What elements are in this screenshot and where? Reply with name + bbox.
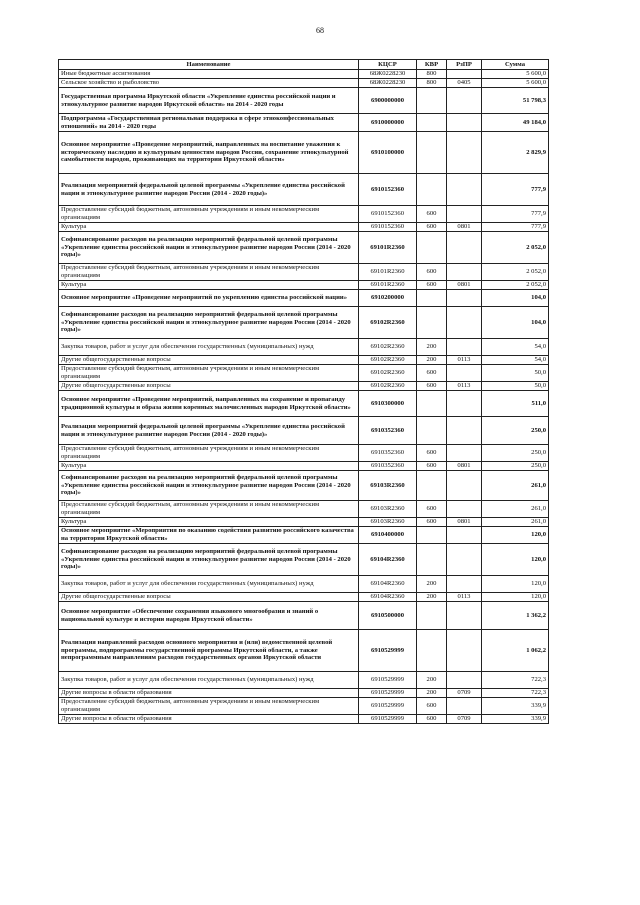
table-row	[59, 339, 549, 356]
cell-kvr	[417, 88, 447, 114]
table-row	[59, 382, 549, 391]
cell-kvr: 200	[417, 689, 447, 698]
cell-kvr	[417, 290, 447, 307]
cell-name: Культура	[59, 223, 359, 232]
cell-rzpr	[447, 206, 482, 223]
cell-kvr	[417, 544, 447, 576]
cell-sum: 50,0	[482, 365, 549, 382]
cell-rzpr	[447, 672, 482, 689]
cell-name: Предоставление субсидий бюджетным, автономным учреждениям и иным некоммерческим организациям	[59, 206, 359, 223]
cell-kcsr: 68Ж0228230	[359, 70, 417, 79]
cell-kvr: 200	[417, 672, 447, 689]
cell-sum: 1 362,2	[482, 602, 549, 630]
cell-name: Культура	[59, 462, 359, 471]
cell-kvr	[417, 174, 447, 206]
cell-name: Культура	[59, 518, 359, 527]
table-row	[59, 264, 549, 281]
cell-rzpr	[447, 114, 482, 132]
cell-kvr: 600	[417, 462, 447, 471]
cell-kcsr: 6910529999	[359, 698, 417, 715]
table-row	[59, 281, 549, 290]
cell-sum: 511,0	[482, 391, 549, 417]
cell-name: Основное мероприятие «Проведение мероприятий по укреплению единства российской нации»	[59, 290, 359, 307]
cell-name: Реализация направлений расходов основного мероприятия и (или) ведомственной целевой программы, подпрограммы государственной программы Иркутской области, а также непрограммным направлениям расходов государственных органов Иркутской области	[59, 630, 359, 672]
cell-kvr: 200	[417, 339, 447, 356]
cell-kvr	[417, 232, 447, 264]
cell-name: Основное мероприятие «Проведение мероприятий, направленных на воспитание уважения к историческому наследию и культурным ценностям народов России, сохранение этнокультурной самобытности народов, проживающих на территории Иркутской области»	[59, 132, 359, 174]
table-row	[59, 576, 549, 593]
cell-kvr	[417, 391, 447, 417]
cell-kcsr: 69102R2360	[359, 356, 417, 365]
cell-name: Иные бюджетные ассигнования	[59, 70, 359, 79]
cell-sum: 250,0	[482, 462, 549, 471]
cell-kcsr: 69102R2360	[359, 339, 417, 356]
cell-kcsr: 6910529999	[359, 672, 417, 689]
cell-kvr: 600	[417, 281, 447, 290]
table-row	[59, 88, 549, 114]
cell-kcsr: 6910152360	[359, 206, 417, 223]
table-row	[59, 462, 549, 471]
cell-sum: 50,0	[482, 382, 549, 391]
cell-rzpr	[447, 232, 482, 264]
cell-name: Закупка товаров, работ и услуг для обеспечения государственных (муниципальных) нужд	[59, 339, 359, 356]
cell-kcsr: 6910529999	[359, 689, 417, 698]
cell-name: Государственная программа Иркутской области «Укрепление единства российской нации и этнокультурное развитие народов Иркутской области» на 2014 - 2020 годы	[59, 88, 359, 114]
cell-kcsr: 69103R2360	[359, 501, 417, 518]
cell-rzpr	[447, 445, 482, 462]
table-row	[59, 132, 549, 174]
table-row	[59, 290, 549, 307]
table-row	[59, 630, 549, 672]
cell-name: Другие вопросы в области образования	[59, 689, 359, 698]
cell-rzpr: 0709	[447, 715, 482, 724]
cell-kcsr: 6910352360	[359, 417, 417, 445]
cell-kcsr: 6910352360	[359, 445, 417, 462]
table-body	[59, 70, 549, 724]
cell-sum: 777,9	[482, 223, 549, 232]
table-row	[59, 544, 549, 576]
cell-name: Софинансирование расходов на реализацию мероприятий федеральной целевой программы «Укрепление единства российской нации и этнокультурное развитие народов России (2014 - 2020 годы)»	[59, 544, 359, 576]
cell-rzpr	[447, 544, 482, 576]
cell-rzpr	[447, 471, 482, 501]
cell-name: Основное мероприятие «Обеспечение сохранения языкового многообразия и знаний о национальной культуре и истории народов Иркутской области»	[59, 602, 359, 630]
cell-kvr: 200	[417, 356, 447, 365]
cell-name: Предоставление субсидий бюджетным, автономным учреждениям и иным некоммерческим организациям	[59, 698, 359, 715]
cell-kvr	[417, 307, 447, 339]
cell-sum: 261,0	[482, 471, 549, 501]
table-row	[59, 206, 549, 223]
cell-sum: 104,0	[482, 307, 549, 339]
table-row	[59, 518, 549, 527]
table-row	[59, 698, 549, 715]
cell-rzpr: 0709	[447, 689, 482, 698]
cell-sum: 120,0	[482, 544, 549, 576]
cell-kcsr: 6910300000	[359, 391, 417, 417]
cell-kvr	[417, 602, 447, 630]
cell-kcsr: 6910529999	[359, 715, 417, 724]
cell-sum: 722,3	[482, 689, 549, 698]
cell-kvr	[417, 527, 447, 544]
cell-kcsr: 6910529999	[359, 630, 417, 672]
cell-kcsr: 69104R2360	[359, 544, 417, 576]
cell-sum: 777,9	[482, 206, 549, 223]
page-number: 68	[316, 26, 324, 35]
table-row	[59, 307, 549, 339]
cell-name: Реализация мероприятий федеральной целевой программы «Укрепление единства российской нации и этнокультурное развитие народов России (2014 - 2020 годы)»	[59, 417, 359, 445]
cell-kvr: 800	[417, 70, 447, 79]
cell-name: Реализация мероприятий федеральной целевой программы «Укрепление единства российской нации и этнокультурное развитие народов России (2014 - 2020 годы)»	[59, 174, 359, 206]
table-row	[59, 417, 549, 445]
cell-sum: 5 600,0	[482, 70, 549, 79]
cell-name: Другие общегосударственные вопросы	[59, 356, 359, 365]
cell-sum: 5 600,0	[482, 79, 549, 88]
cell-rzpr: 0113	[447, 593, 482, 602]
cell-rzpr	[447, 264, 482, 281]
header-kcsr: КЦСР	[359, 60, 417, 70]
table-row	[59, 356, 549, 365]
table-row	[59, 527, 549, 544]
table-row	[59, 232, 549, 264]
cell-sum: 722,3	[482, 672, 549, 689]
cell-sum: 49 184,0	[482, 114, 549, 132]
cell-kcsr: 69101R2360	[359, 232, 417, 264]
cell-kcsr: 6900000000	[359, 88, 417, 114]
cell-kvr: 600	[417, 382, 447, 391]
cell-sum: 250,0	[482, 417, 549, 445]
table-row	[59, 501, 549, 518]
cell-rzpr: 0801	[447, 518, 482, 527]
cell-kvr: 600	[417, 518, 447, 527]
cell-kcsr: 69104R2360	[359, 576, 417, 593]
cell-rzpr: 0405	[447, 79, 482, 88]
cell-kvr	[417, 630, 447, 672]
cell-kcsr: 6910000000	[359, 114, 417, 132]
cell-kvr	[417, 132, 447, 174]
table-row	[59, 365, 549, 382]
cell-rzpr: 0801	[447, 462, 482, 471]
cell-kcsr: 6910152360	[359, 174, 417, 206]
cell-kcsr: 69104R2360	[359, 593, 417, 602]
cell-rzpr	[447, 132, 482, 174]
table-row	[59, 715, 549, 724]
cell-sum: 104,0	[482, 290, 549, 307]
table-row	[59, 391, 549, 417]
cell-rzpr	[447, 365, 482, 382]
table-header-row	[59, 60, 549, 70]
cell-name: Основное мероприятие «Мероприятия по оказанию содействия развитию российского казачества на территории Иркутской области»	[59, 527, 359, 544]
cell-kvr: 600	[417, 206, 447, 223]
cell-kvr	[417, 471, 447, 501]
cell-name: Подпрограмма «Государственная региональная поддержка в сфере этноконфессиональных отношений» на 2014 - 2020 годы	[59, 114, 359, 132]
cell-rzpr	[447, 88, 482, 114]
cell-sum: 777,9	[482, 174, 549, 206]
cell-name: Софинансирование расходов на реализацию мероприятий федеральной целевой программы «Укрепление единства российской нации и этнокультурное развитие народов России (2014 - 2020 годы)»	[59, 232, 359, 264]
cell-name: Закупка товаров, работ и услуг для обеспечения государственных (муниципальных) нужд	[59, 576, 359, 593]
cell-kvr: 600	[417, 264, 447, 281]
cell-name: Предоставление субсидий бюджетным, автономным учреждениям и иным некоммерческим организациям	[59, 365, 359, 382]
cell-rzpr	[447, 698, 482, 715]
cell-name: Другие общегосударственные вопросы	[59, 382, 359, 391]
header-name: Наименование	[59, 60, 359, 70]
table-row	[59, 70, 549, 79]
cell-name: Сельское хозяйство и рыболовство	[59, 79, 359, 88]
cell-rzpr	[447, 339, 482, 356]
cell-kcsr: 69103R2360	[359, 518, 417, 527]
cell-sum: 2 052,0	[482, 264, 549, 281]
cell-kvr: 600	[417, 445, 447, 462]
cell-sum: 2 052,0	[482, 281, 549, 290]
cell-kvr	[417, 417, 447, 445]
cell-name: Софинансирование расходов на реализацию мероприятий федеральной целевой программы «Укрепление единства российской нации и этнокультурное развитие народов России (2014 - 2020 годы)»	[59, 471, 359, 501]
cell-kcsr: 69102R2360	[359, 307, 417, 339]
cell-rzpr	[447, 307, 482, 339]
cell-rzpr	[447, 576, 482, 593]
cell-sum: 54,0	[482, 356, 549, 365]
cell-rzpr	[447, 630, 482, 672]
table-row	[59, 602, 549, 630]
cell-sum: 339,9	[482, 715, 549, 724]
cell-rzpr	[447, 417, 482, 445]
cell-name: Софинансирование расходов на реализацию мероприятий федеральной целевой программы «Укрепление единства российской нации и этнокультурное развитие народов России (2014 - 2020 годы)»	[59, 307, 359, 339]
cell-name: Предоставление субсидий бюджетным, автономным учреждениям и иным некоммерческим организациям	[59, 445, 359, 462]
cell-name: Предоставление субсидий бюджетным, автономным учреждениям и иным некоммерческим организациям	[59, 264, 359, 281]
cell-kcsr: 69102R2360	[359, 365, 417, 382]
table-row	[59, 672, 549, 689]
table-row	[59, 114, 549, 132]
cell-rzpr	[447, 70, 482, 79]
cell-rzpr	[447, 391, 482, 417]
cell-rzpr	[447, 602, 482, 630]
cell-kvr: 600	[417, 715, 447, 724]
cell-name: Закупка товаров, работ и услуг для обеспечения государственных (муниципальных) нужд	[59, 672, 359, 689]
cell-kcsr: 6910200000	[359, 290, 417, 307]
table-row	[59, 174, 549, 206]
cell-kcsr: 68Ж0228230	[359, 79, 417, 88]
cell-rzpr	[447, 501, 482, 518]
cell-kvr: 200	[417, 593, 447, 602]
cell-rzpr: 0113	[447, 382, 482, 391]
cell-kcsr: 6910500000	[359, 602, 417, 630]
cell-sum: 339,9	[482, 698, 549, 715]
cell-sum: 1 062,2	[482, 630, 549, 672]
cell-rzpr	[447, 174, 482, 206]
cell-kvr: 600	[417, 501, 447, 518]
cell-kcsr: 69103R2360	[359, 471, 417, 501]
cell-sum: 2 829,9	[482, 132, 549, 174]
cell-rzpr: 0113	[447, 356, 482, 365]
cell-kcsr: 6910400000	[359, 527, 417, 544]
table-row	[59, 689, 549, 698]
budget-table	[58, 59, 549, 724]
cell-kcsr: 6910352360	[359, 462, 417, 471]
cell-sum: 51 798,3	[482, 88, 549, 114]
cell-kvr	[417, 114, 447, 132]
cell-sum: 261,0	[482, 518, 549, 527]
cell-name: Другие вопросы в области образования	[59, 715, 359, 724]
cell-kvr: 600	[417, 365, 447, 382]
cell-kvr: 600	[417, 698, 447, 715]
cell-kcsr: 6910100000	[359, 132, 417, 174]
header-kvr: КВР	[417, 60, 447, 70]
cell-rzpr: 0801	[447, 281, 482, 290]
cell-rzpr	[447, 290, 482, 307]
header-rzpr: РзПР	[447, 60, 482, 70]
cell-rzpr	[447, 527, 482, 544]
table-row	[59, 79, 549, 88]
table-row	[59, 223, 549, 232]
header-sum: Сумма	[482, 60, 549, 70]
cell-sum: 250,0	[482, 445, 549, 462]
cell-sum: 261,0	[482, 501, 549, 518]
cell-kvr: 600	[417, 223, 447, 232]
cell-kcsr: 69101R2360	[359, 281, 417, 290]
cell-name: Основное мероприятие «Проведение мероприятий, направленных на сохранение и пропаганду традиционной культуры и образа жизни коренных малочисленных народов Иркутской области»	[59, 391, 359, 417]
cell-kcsr: 69102R2360	[359, 382, 417, 391]
table-row	[59, 445, 549, 462]
cell-rzpr: 0801	[447, 223, 482, 232]
cell-name: Культура	[59, 281, 359, 290]
table-row	[59, 471, 549, 501]
cell-sum: 120,0	[482, 576, 549, 593]
cell-kvr: 200	[417, 576, 447, 593]
cell-sum: 2 052,0	[482, 232, 549, 264]
cell-name: Предоставление субсидий бюджетным, автономным учреждениям и иным некоммерческим организациям	[59, 501, 359, 518]
table-row	[59, 593, 549, 602]
cell-kcsr: 69101R2360	[359, 264, 417, 281]
cell-kvr: 800	[417, 79, 447, 88]
cell-name: Другие общегосударственные вопросы	[59, 593, 359, 602]
cell-sum: 120,0	[482, 593, 549, 602]
cell-kcsr: 6910152360	[359, 223, 417, 232]
cell-sum: 120,0	[482, 527, 549, 544]
cell-sum: 54,0	[482, 339, 549, 356]
